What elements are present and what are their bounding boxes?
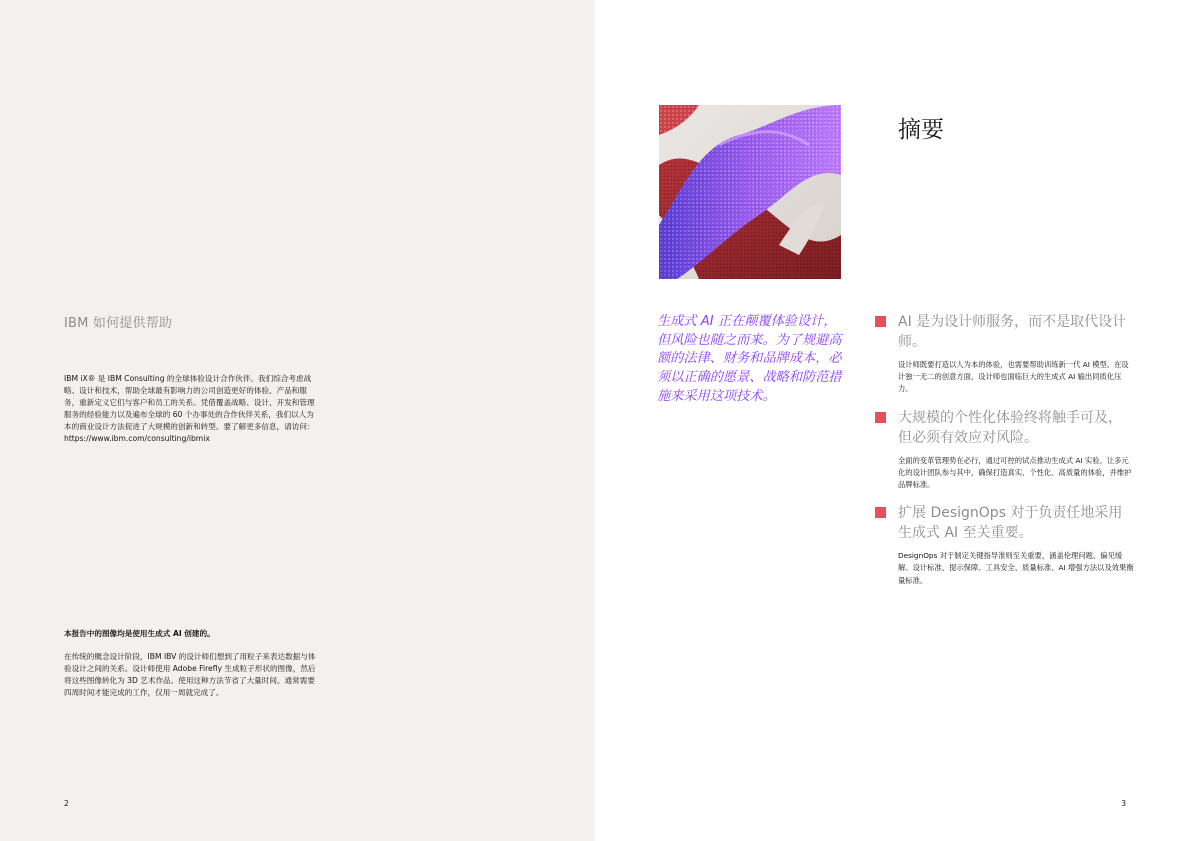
- key-point-title: 大规模的个性化体验终将触手可及，但必须有效应对风险。: [898, 409, 1122, 446]
- key-point-body: 设计师既要打造以人为本的体验，也需要帮助训练新一代 AI 模型。在设计独一无二的创意方面，设计师也面临巨大的生成式 AI 输出同质化压力。: [898, 360, 1129, 394]
- ai-image-note-body: 在传统的概念设计阶段，IBM IBV 的设计师们想到了用粒子来表达数据与体验设计之间的关系。设计师使用 Adobe Firefly 生成粒子形状的图像，然后将这些图像转化为 3D 艺术作品。使用这种方法节省了大量时间。通常需要四周时间才能完成的工作，仅用一周就完成了。: [64, 652, 316, 698]
- particle-ribbon-image: [659, 105, 841, 279]
- key-point: [875, 408, 1135, 492]
- right-page: [595, 0, 1190, 841]
- page-number-right: 3: [1121, 799, 1126, 808]
- red-square-marker-icon: [875, 412, 886, 423]
- red-square-marker-icon: [875, 507, 886, 518]
- pull-quote: 生成式 AI 正在颠覆体验设计，但风险也随之而来。为了规避高额的法律、财务和品牌成本，必须以正确的愿景、战略和防范措施来采用这项技术。: [657, 314, 842, 404]
- ai-image-note-title: 本报告中的图像均是使用生成式 AI 创建的。: [64, 629, 215, 638]
- summary-title: 摘要: [898, 117, 944, 144]
- key-point-body: DesignOps 对于制定关键指导准则至关重要，涵盖伦理问题、偏见缓解、设计标准、提示保障、工具安全、质量标准、AI 增强方法以及效果衡量标准。: [898, 551, 1134, 585]
- key-point-title: AI 是为设计师服务，而不是取代设计师。: [898, 314, 1127, 350]
- key-point: [875, 312, 1135, 396]
- key-point-title: 扩展 DesignOps 对于负责任地采用生成式 AI 至关重要。: [898, 505, 1123, 542]
- key-point-body: 全面的变革管理势在必行，通过可控的试点推动生成式 AI 实验。让多元化的设计团队参与其中，确保打造真实、个性化、高质量的体验，并维护品牌标准。: [898, 455, 1132, 490]
- help-body-text: IBM iX® 是 IBM Consulting 的全球体验设计合作伙伴。我们综合考虑战略、设计和技术，帮助全球最有影响力的公司创造更好的体验、产品和服务，重新定义它们与客户和员工的关系。凭借覆盖战略、设计、开发和管理服务的经验能力以及遍布全球的 60 个办事处的合作伙伴关系，我们以人为本的商业设计方法促进了大规模的创新和转型。要了解更多信息，请访问：https://www.ibm.com/consulting/ibmix: [64, 374, 315, 444]
- help-heading: IBM 如何提供帮助: [64, 316, 173, 331]
- key-points-list: [875, 312, 1135, 599]
- red-square-marker-icon: [875, 316, 886, 327]
- page-number-left: 2: [64, 799, 69, 808]
- key-point: [875, 503, 1135, 587]
